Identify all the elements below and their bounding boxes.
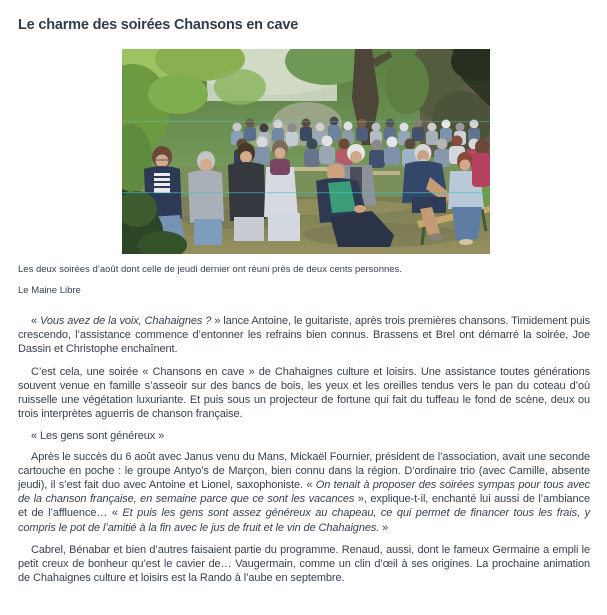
- paragraph-4: [18, 543, 590, 586]
- quote-text: On tenait à proposer des soirées sympas pour tous avec de la chanson française, en semaine parce que ce sont les vacances: [18, 479, 590, 506]
- section-subhead: « Les gens sont généreux »: [31, 430, 165, 443]
- paragraph-3: [18, 450, 590, 535]
- quote-open: «: [31, 315, 41, 327]
- article-body: [18, 314, 590, 585]
- quote-close: »: [379, 521, 389, 534]
- photo-credit: Le Maine Libre: [18, 285, 81, 296]
- paragraph-text: », explique-t-il, enchanté lui aussi de l’ambiance et de l’affluence… «: [18, 493, 590, 520]
- paragraph-text: Cabrel, Bénabar et bien d’autres faisaient partie du programme. Renaud, aussi, dont le fameux Germaine a empli le petit creux de bonheur qu’est le cavier de… Vaugermain, comme un clin d’œil à ses origines. La prochaine animation de Chahaignes culture et loisirs est la Rando à l’aube en septembre.: [18, 543, 590, 585]
- paragraph-text: Après le succès du 6 août avec Janus venu du Mans, Mickaël Fournier, président de l’association, avait une seconde cartouche en poche : le groupe Antyo’s de Marçon, bien connu dans la région. D’ordinaire trio (avec Camille, absente jeudi), il s’est fait duo avec Antoine et Lionel, saxophoniste. «: [18, 450, 590, 492]
- article-photo: [122, 49, 490, 254]
- paragraph-1: [18, 314, 590, 357]
- paragraph-text: » lance Antoine, le guitariste, après trois premières chansons. Timidement puis crescendo, l’assistance commence d’entonner les refrains bien connus. Brassens et Brel ont démarré la soirée, Joe Dassin et Christophe enchaînent.: [18, 315, 590, 356]
- article-title: Le charme des soirées Chansons en cave: [18, 17, 299, 33]
- photo-caption: Les deux soirées d’août dont celle de jeudi dernier ont réuni près de deux cents personnes.: [18, 264, 402, 275]
- paragraph-text: C’est cela, une soirée « Chansons en cave » de Chahaignes culture et loisirs. Une assistance toutes générations souvent venue en famille s’asseoir sur des bancs de bois, les yeux et les oreilles tendus vers le pan du coteau d’où ruisselle une végétation luxuriante. Et puis sous un projecteur de fortune qui fait du tuffeau le fond de scène, deux ou trois interprètes aguerris de chanson française.: [18, 365, 590, 421]
- quote-text: Et puis les gens sont assez généreux au chapeau, ce qui permet de financer tous les frais, y compris le pot de l’amitié à la fin avec le jus de fruit et le vin de Chahaignes.: [18, 507, 590, 534]
- quote-text: Vous avez de la voix, Chahaignes ?: [40, 315, 212, 327]
- paragraph-2: [18, 365, 590, 422]
- audience-photo-illustration: [122, 49, 490, 254]
